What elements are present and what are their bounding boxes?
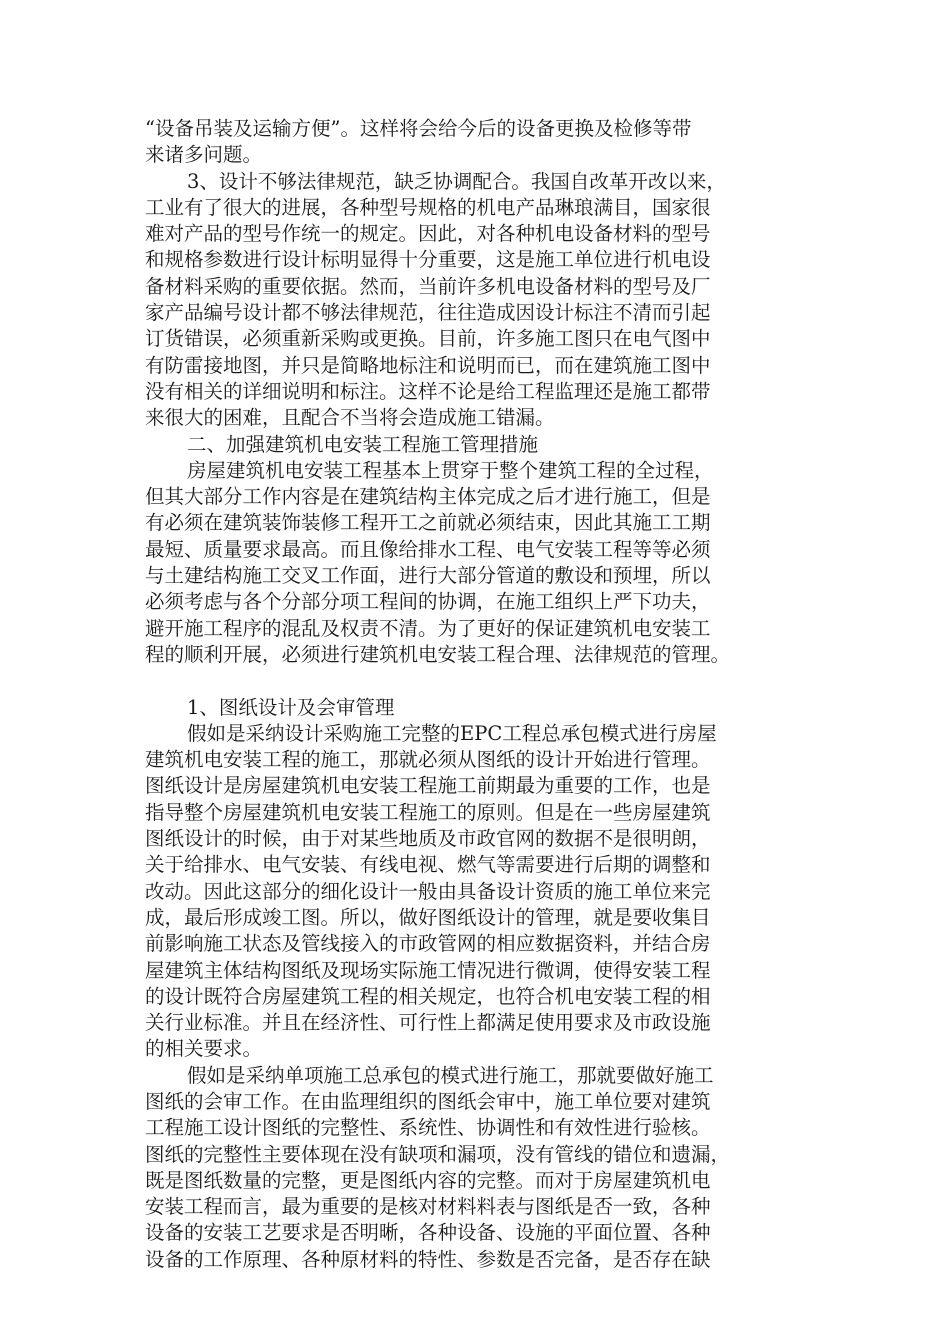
text-line: 设备的工作原理、各种原材料的特性、参数是否完备，是否存在缺	[145, 1247, 711, 1271]
section-heading: 二、加强建筑机电安装工程施工管理措施	[187, 432, 539, 456]
text-line: 没有相关的详细说明和标注。这样不论是给工程监理还是施工都带	[145, 379, 711, 403]
text-line: 避开施工程序的混乱及权责不清。为了更好的保证建筑机电安装工	[145, 616, 711, 640]
text-line: 安装工程而言，最为重要的是核对材料料表与图纸是否一致，各种	[145, 1195, 711, 1219]
paragraph-first-line: 假如是采纳单项施工总承包的模式进行施工，那就要做好施工	[187, 1063, 714, 1087]
text-line: 但其大部分工作内容是在建筑结构主体完成之后才进行施工，但是	[145, 485, 711, 509]
text-line: 来诸多问题。	[145, 143, 263, 167]
text-line: 前影响施工状态及管线接入的市政管网的相应数据资料，并结合房	[145, 932, 711, 956]
blank-line	[145, 668, 810, 694]
text-line: 关于给排水、电气安装、有线电视、燃气等需要进行后期的调整和	[145, 853, 711, 877]
text-line: 改动。因此这部分的细化设计一般由具备设计资质的施工单位来完	[145, 879, 711, 903]
text-line: 备材料采购的重要依据。然而，当前许多机电设备材料的型号及厂	[145, 274, 711, 298]
subsection-heading: 1、图纸设计及会审管理	[187, 695, 395, 719]
text-line: 图纸设计是房屋建筑机电安装工程施工前期最为重要的工作，也是	[145, 774, 711, 798]
text-line: 设备的安装工艺要求是否明晰，各种设备、设施的平面位置、各种	[145, 1221, 711, 1245]
text-line: 工程施工设计图纸的完整性、系统性、协调性和有效性进行验核。	[145, 1116, 711, 1140]
text-line: 图纸的完整性主要体现在没有缺项和漏项，没有管线的错位和遗漏，	[145, 1142, 731, 1166]
text-line: 成，最后形成竣工图。所以，做好图纸设计的管理，就是要收集目	[145, 905, 711, 929]
text-line: 关行业标准。并且在经济性、可行性上都满足使用要求及市政设施	[145, 1011, 711, 1035]
text-line: 既是图纸数量的完整，更是图纸内容的完整。而对于房屋建筑机电	[145, 1168, 711, 1192]
text-line: 图纸设计的时候，由于对某些地质及市政官网的数据不是很明朗，	[145, 827, 711, 851]
paragraph-first-line: 3、设计不够法律规范，缺乏协调配合。我国自改革开改以来，	[187, 169, 726, 193]
text-line: 必须考虑与各个分部分项工程间的协调，在施工组织上严下功夫，	[145, 590, 711, 614]
text-line: 订货错误，必须重新采购或更换。目前，许多施工图只在电气图中	[145, 327, 711, 351]
text-line: 难对产品的型号作统一的规定。因此，对各种机电设备材料的型号	[145, 222, 711, 246]
text-line: 建筑机电安装工程的施工，那就必须从图纸的设计开始进行管理。	[145, 748, 711, 772]
text-line: 的设计既符合房屋建筑工程的相关规定，也符合机电安装工程的相	[145, 984, 711, 1008]
text-line: 的相关要求。	[145, 1037, 263, 1061]
text-line: “设备吊装及运输方便”。这样将会给今后的设备更换及检修等带	[145, 117, 692, 140]
text-line: 来很大的困难，且配合不当将会造成施工错漏。	[145, 406, 555, 430]
text-line: 程的顺利开展，必须进行建筑机电安装工程合理、法律规范的管理。	[145, 642, 731, 666]
text-line: 家产品编号设计都不够法律规范，往往造成因设计标注不清而引起	[145, 301, 711, 325]
paragraph-first-line: 假如是采纳设计采购施工完整的EPC工程总承包模式进行房屋	[187, 721, 717, 745]
text-line: 最短、质量要求最高。而且像给排水工程、电气安装工程等等必须	[145, 537, 711, 561]
text-line: 指导整个房屋建筑机电安装工程施工的原则。但是在一些房屋建筑	[145, 800, 711, 824]
text-line: 和规格参数进行设计标明显得十分重要，这是施工单位进行机电设	[145, 248, 711, 272]
text-line: 图纸的会审工作。在由监理组织的图纸会审中，施工单位要对建筑	[145, 1089, 711, 1113]
paragraph-first-line: 房屋建筑机电安装工程基本上贯穿于整个建筑工程的全过程，	[187, 458, 714, 482]
text-line: 有必须在建筑装饰装修工程开工之前就必须结束，因此其施工工期	[145, 511, 711, 535]
body-text	[145, 116, 810, 1273]
text-line: 工业有了很大的进展，各种型号规格的机电产品琳琅满目，国家很	[145, 195, 711, 219]
text-line: 与土建结构施工交叉工作面，进行大部分管道的敷设和预埋，所以	[145, 564, 711, 588]
text-line: 屋建筑主体结构图纸及现场实际施工情况进行微调，使得安装工程	[145, 958, 711, 982]
text-line: 有防雷接地图，并只是简略地标注和说明而已，而在建筑施工图中	[145, 353, 711, 377]
